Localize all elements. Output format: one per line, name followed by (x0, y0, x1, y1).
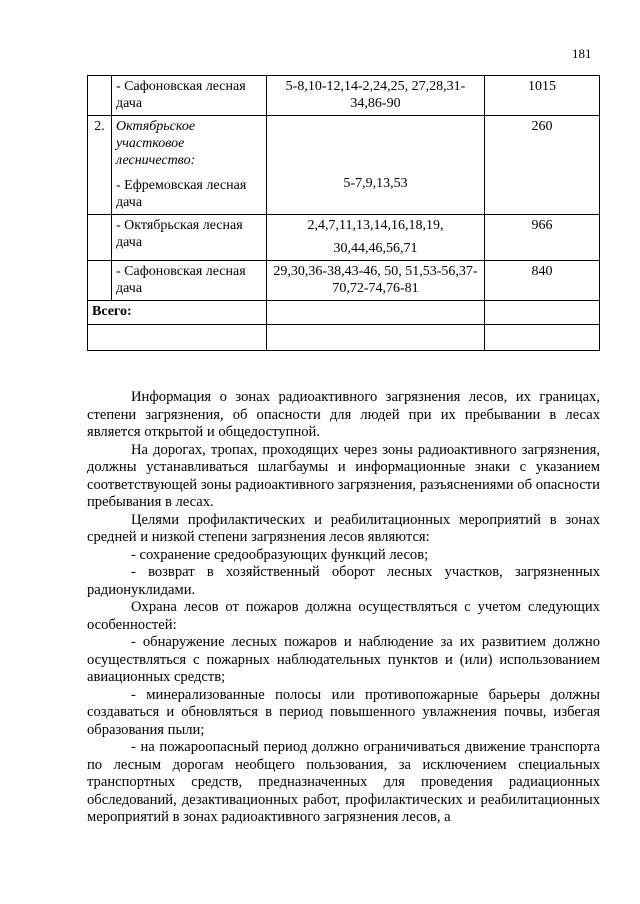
list-item: - сохранение средообразующих функций лесов; (131, 546, 429, 563)
table-total-row (88, 301, 600, 325)
row-number (88, 76, 112, 116)
body-text (87, 389, 600, 827)
total-label: Всего: (88, 301, 267, 325)
table-empty-row (88, 325, 600, 351)
total-kv-cell (267, 301, 485, 325)
table-row (88, 76, 600, 116)
forest-dacha-name: - Сафоновская лесная дача (112, 261, 267, 301)
quarter-numbers: 29,30,36-38,43-46, 50, 51,53-56,37-70,72-74,76-81 (267, 261, 485, 301)
quarter-numbers-cell (267, 116, 485, 215)
quarter-numbers: 5-7,9,13,53 (343, 176, 408, 191)
quarter-numbers: 5-8,10-12,14-2,24,25, 27,28,31-34,86-90 (267, 76, 485, 116)
forest-dacha-cell (112, 116, 267, 215)
paragraph: Информация о зонах радиоактивного загрязнения лесов, их границах, степени загрязнения, об опасности для людей при их пребывании в лесах является открытой и общедоступной. (87, 389, 600, 440)
quarter-numbers-cell (267, 215, 485, 261)
table-row (88, 261, 600, 301)
forest-dacha-name: - Ефремовская лесная дача (116, 178, 247, 210)
paragraph: На дорогах, тропах, проходящих через зоны радиоактивного загрязнения, должны устанавливаться шлагбаумы и информационные знаки с указанием соответствующей зоны радиоактивного загрязнения, разъяснениями об опасности пребывания в лесах. (87, 441, 600, 510)
area-value: 260 (485, 116, 600, 215)
empty-cell (88, 325, 267, 351)
table-row (88, 215, 600, 261)
forest-dacha-name: - Октябрьская лесная дача (112, 215, 267, 261)
quarter-numbers-line1: 2,4,7,11,13,14,16,18,19, (307, 218, 444, 233)
page-number: 181 (572, 46, 592, 61)
empty-cell (485, 325, 600, 351)
area-value: 1015 (485, 76, 600, 116)
forest-dacha-name: - Сафоновская лесная дача (112, 76, 267, 116)
forest-zones-table (87, 75, 600, 351)
row-number (88, 261, 112, 301)
list-item: - на пожароопасный период должно ограничиваться движение транспорта по лесным дорогам необщего пользования, за исключением специальных транспортных средств, предназначенных для проведения радиационных обследований, дезактивационных работ, профилактических и реабилитационных мероприятий в зонах радиоактивного загрязнения лесов, а (87, 739, 600, 825)
table-row (88, 116, 600, 215)
total-area-cell (485, 301, 600, 325)
area-value: 840 (485, 261, 600, 301)
row-number: 2. (88, 116, 112, 215)
forestry-group-name: Октябрьское участковое лесничество: (116, 119, 196, 168)
row-number (88, 215, 112, 261)
area-value: 966 (485, 215, 600, 261)
list-item: - обнаружение лесных пожаров и наблюдение за их развитием должно осуществляться с пожарных наблюдательных пунктов и (или) использованием авиационных средств; (87, 634, 600, 685)
paragraph: Охрана лесов от пожаров должна осуществляться с учетом следующих особенностей: (87, 599, 600, 633)
list-item: - возврат в хозяйственный оборот лесных участков, загрязненных радионуклидами. (87, 564, 600, 598)
paragraph: Целями профилактических и реабилитационных мероприятий в зонах средней и низкой степени загрязнения лесов являются: (87, 511, 600, 545)
empty-cell (267, 325, 485, 351)
list-item: - минерализованные полосы или противопожарные барьеры должны создаваться и обновляться в период повышенного увлажнения почвы, избегая образования пыли; (87, 686, 600, 738)
quarter-numbers-line2: 30,44,46,56,71 (333, 241, 418, 256)
